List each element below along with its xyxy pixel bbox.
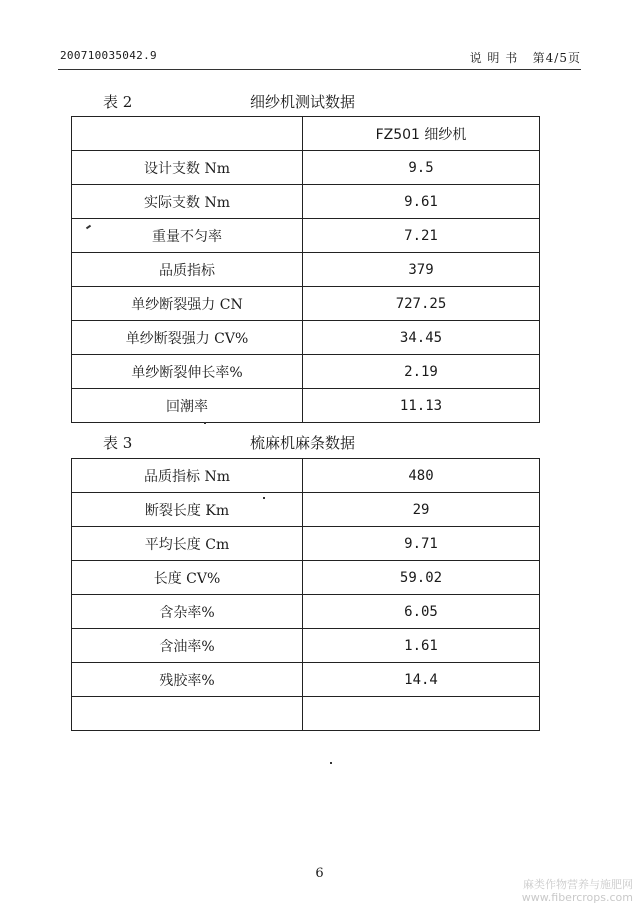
table-row	[72, 253, 540, 287]
row-value: 29	[303, 493, 540, 527]
row-value: 727.25	[303, 287, 540, 321]
table2-label: 表 2	[103, 93, 133, 111]
row-value: 6.05	[303, 595, 540, 629]
table2-header-empty-cell	[72, 117, 303, 151]
watermark-site-name: 麻类作物营养与施肥网	[523, 878, 633, 891]
table-row	[72, 663, 540, 697]
row-value: 379	[303, 253, 540, 287]
row-value: 9.5	[303, 151, 540, 185]
page-number: 6	[315, 866, 324, 881]
page-info: 第4/5页	[532, 51, 581, 65]
table3-label: 表 3	[103, 434, 133, 452]
table-row	[72, 321, 540, 355]
row-label: 含杂率%	[72, 595, 303, 629]
table-row	[72, 697, 540, 731]
table-row	[72, 459, 540, 493]
row-label: 回潮率	[72, 389, 303, 423]
table2-header-row	[72, 117, 540, 151]
table3-title: 梳麻机麻条数据	[250, 434, 356, 452]
watermark	[522, 878, 633, 904]
row-value: 1.61	[303, 629, 540, 663]
row-label: 平均长度 Cm	[72, 527, 303, 561]
row-value: 7.21	[303, 219, 540, 253]
row-value: 9.61	[303, 185, 540, 219]
watermark-url: www.fibercrops.com	[521, 891, 633, 904]
patent-number: 200710035042.9	[60, 49, 157, 62]
row-value	[303, 697, 540, 731]
row-value: 14.4	[303, 663, 540, 697]
table-row	[72, 219, 540, 253]
scan-speck	[263, 497, 265, 499]
row-label: 品质指标 Nm	[72, 459, 303, 493]
scan-speck	[330, 762, 332, 764]
row-label: 实际支数 Nm	[72, 185, 303, 219]
table-row	[72, 561, 540, 595]
row-label	[72, 697, 303, 731]
row-value: 34.45	[303, 321, 540, 355]
row-label: 单纱断裂强力 CV%	[72, 321, 303, 355]
table3	[71, 458, 540, 731]
row-label: 残胶率%	[72, 663, 303, 697]
table-row	[72, 595, 540, 629]
table2-header-cell: FZ501 细纱机	[303, 117, 540, 151]
row-value: 480	[303, 459, 540, 493]
table2	[71, 116, 540, 423]
table-row	[72, 151, 540, 185]
row-value: 9.71	[303, 527, 540, 561]
row-label: 长度 CV%	[72, 561, 303, 595]
row-label: 重量不匀率	[72, 219, 303, 253]
row-label: 品质指标	[72, 253, 303, 287]
table-row	[72, 287, 540, 321]
scan-speck	[204, 422, 206, 424]
row-label: 设计支数 Nm	[72, 151, 303, 185]
table2-title: 细纱机测试数据	[250, 93, 356, 111]
table-row	[72, 355, 540, 389]
doc-type: 说 明 书	[469, 51, 519, 65]
table-row	[72, 185, 540, 219]
table-row	[72, 493, 540, 527]
row-label: 含油率%	[72, 629, 303, 663]
row-label: 单纱断裂伸长率%	[72, 355, 303, 389]
row-value: 11.13	[303, 389, 540, 423]
header-rule	[58, 69, 581, 70]
table-row	[72, 629, 540, 663]
table-row	[72, 527, 540, 561]
table-row	[72, 389, 540, 423]
row-value: 2.19	[303, 355, 540, 389]
row-value: 59.02	[303, 561, 540, 595]
row-label: 单纱断裂强力 CN	[72, 287, 303, 321]
header-right	[470, 49, 581, 66]
row-label: 断裂长度 Km	[72, 493, 303, 527]
